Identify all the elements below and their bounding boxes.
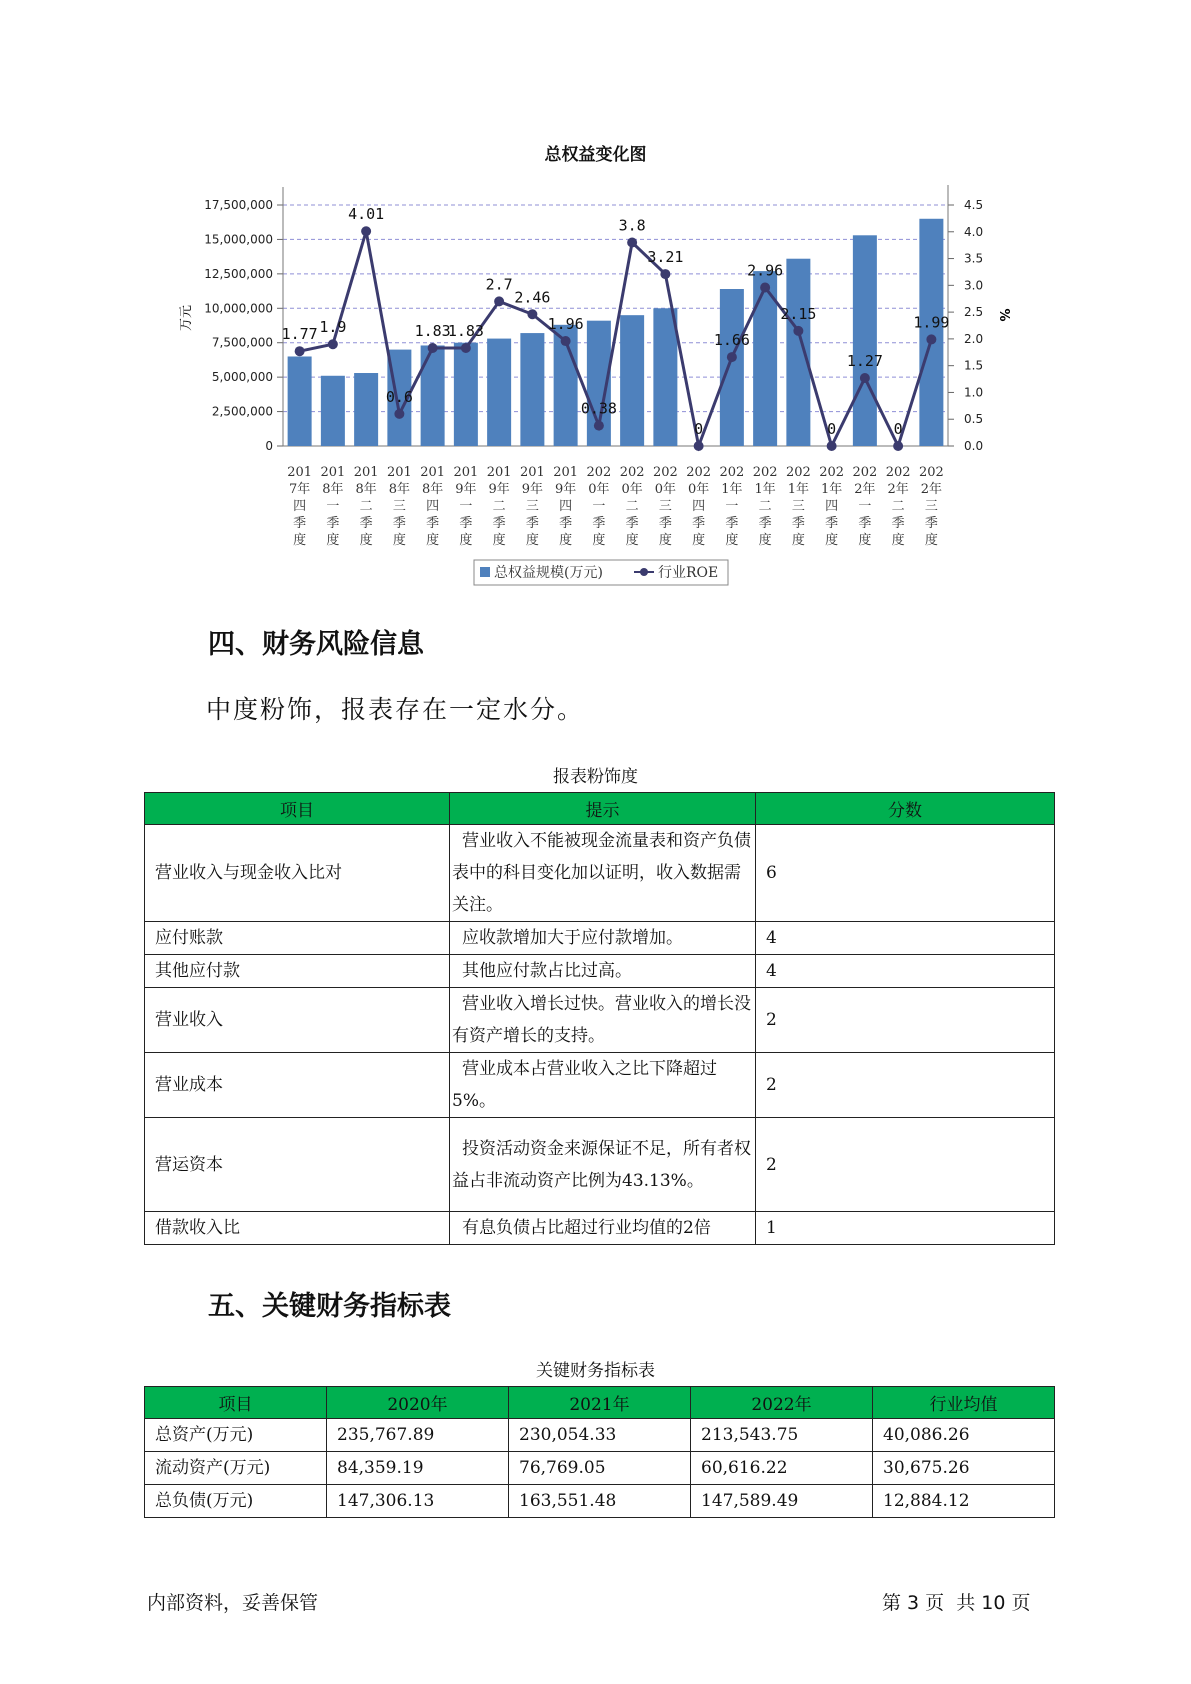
x-tick-label: 202 [719,465,745,480]
x-tick-label: 季 [559,516,573,531]
footer-confidential: 内部资料，妥善保管 [147,1592,319,1614]
x-tick-label: 三 [392,499,406,514]
x-tick-label: 201 [320,465,346,480]
x-tick-label: 季 [891,516,905,531]
bar [520,333,544,446]
header-2022: 2022年 [691,1387,873,1419]
x-tick-label: 一 [592,499,606,514]
header-2021: 2021年 [509,1387,691,1419]
x-tick-label: 四 [825,499,839,514]
x-tick-label: 三 [924,499,938,514]
roe-data-label: 0.6 [385,387,413,406]
x-tick-label: 度 [858,533,872,548]
left-tick-label: 10,000,000 [204,301,273,316]
x-tick-label: 0年 [687,482,710,497]
table-row [145,988,1055,1053]
x-tick-label: 201 [386,465,412,480]
table-row [145,922,1055,955]
roe-point [860,373,870,383]
risk-score-cell: 2 [756,1053,1055,1118]
left-tick-label: 7,500,000 [211,335,273,350]
bar [454,343,478,446]
x-tick-label: 9年 [521,482,544,497]
x-tick-label: 2年 [887,482,909,497]
x-tick-label: 0年 [588,482,610,497]
x-tick-label: 季 [592,516,606,531]
x-tick-label: 季 [758,516,772,531]
roe-data-label: 1.83 [414,321,451,340]
risk-item-cell: 应付账款 [145,922,450,955]
roe-point [827,441,837,451]
x-tick-label: 202 [819,465,845,480]
x-tick-label: 8年 [421,482,444,497]
roe-point [926,334,936,344]
left-tick-label: 17,500,000 [204,198,273,212]
roe-data-label: 0.38 [580,399,617,418]
x-tick-label: 度 [426,533,440,548]
left-tick-label: 12,500,000 [204,266,273,281]
metric-name-cell: 流动资产(万元) [145,1452,327,1485]
risk-item-cell: 营业收入与现金收入比对 [145,825,450,922]
x-tick-label: 季 [924,516,938,531]
x-tick-label: 季 [658,516,672,531]
risk-hint-cell: 投资活动资金来源保证不足，所有者权益占非流动资产比例为43.13%。 [450,1118,756,1212]
x-tick-label: 9年 [554,482,577,497]
legend-line-label: 行业ROE [658,565,719,581]
x-tick-label: 度 [692,533,706,548]
metric-value-cell: 40,086.26 [873,1419,1055,1452]
x-tick-label: 度 [326,533,340,548]
header-industry-avg: 行业均值 [873,1387,1055,1419]
roe-data-label: 2.7 [485,275,513,294]
x-tick-label: 202 [686,465,712,480]
bar [421,345,445,446]
roe-point [527,309,537,319]
table-row [145,1419,1055,1452]
bar [653,308,677,446]
roe-point [627,237,637,247]
x-tick-label: 四 [426,499,440,514]
x-tick-label: 202 [652,465,678,480]
risk-hint-cell: 其他应付款占比过高。 [450,955,756,988]
x-tick-label: 202 [918,465,944,480]
metric-value-cell: 147,589.49 [691,1485,873,1518]
x-tick-label: 季 [725,516,739,531]
x-tick-label: 二 [625,499,639,514]
x-tick-label: 四 [559,499,573,514]
right-tick-label: 1.0 [964,385,984,400]
risk-score-cell: 6 [756,825,1055,922]
roe-data-label: 1.77 [281,325,318,344]
legend-line-marker [640,568,648,576]
bar [853,235,877,446]
bar [487,339,511,446]
roe-data-label: 1.99 [913,313,950,332]
x-tick-label: 季 [525,516,539,531]
roe-point [394,409,404,419]
x-tick-label: 一 [725,499,739,514]
x-tick-label: 201 [453,465,479,480]
roe-point [561,336,571,346]
x-tick-label: 1年 [721,482,743,497]
x-tick-label: 201 [553,465,579,480]
table-row [145,825,1055,922]
x-tick-label: 201 [486,465,512,480]
metric-name-cell: 总负债(万元) [145,1485,327,1518]
x-tick-label: 度 [658,533,672,548]
x-tick-label: 季 [459,516,473,531]
x-tick-label: 9年 [455,482,477,497]
risk-table-header [145,793,1055,825]
bar [288,356,312,446]
x-tick-label: 季 [492,516,506,531]
left-tick-label: 0 [265,439,273,453]
x-tick-label: 二 [891,499,905,514]
risk-hint-cell: 有息负债占比超过行业均值的2倍 [450,1212,756,1245]
right-tick-label: 3.5 [964,251,984,266]
bar [786,259,810,446]
legend-bar-label: 总权益规模(万元) [494,565,603,581]
metric-table-header [145,1387,1055,1419]
risk-score-cell: 1 [756,1212,1055,1245]
bar [620,315,644,446]
header-2020: 2020年 [327,1387,509,1419]
x-tick-label: 度 [625,533,639,548]
equity-chart [0,0,1191,600]
right-tick-label: 2.0 [964,331,984,346]
x-tick-label: 二 [492,499,506,514]
x-tick-label: 季 [825,516,839,531]
x-tick-label: 季 [791,516,805,531]
x-tick-label: 一 [858,499,872,514]
x-tick-label: 201 [519,465,545,480]
left-tick-label: 15,000,000 [204,232,273,247]
right-tick-label: 3.0 [964,278,984,293]
x-tick-label: 三 [658,499,672,514]
table-row [145,955,1055,988]
roe-data-label: 4.01 [348,205,385,224]
x-tick-label: 8年 [388,482,411,497]
risk-item-cell: 营运资本 [145,1118,450,1212]
risk-score-cell: 2 [756,1118,1055,1212]
risk-item-cell: 其他应付款 [145,955,450,988]
risk-summary-text: 中度粉饰，报表存在一定水分。 [206,695,585,724]
x-tick-label: 一 [326,499,340,514]
x-tick-label: 202 [586,465,612,480]
metric-value-cell: 76,769.05 [509,1452,691,1485]
metric-value-cell: 235,767.89 [327,1419,509,1452]
roe-data-label: 0 [827,420,837,438]
metric-table-caption: 关键财务指标表 [536,1361,655,1381]
bar [354,373,378,446]
metric-name-cell: 总资产(万元) [145,1419,327,1452]
roe-data-label: 1.83 [447,321,484,340]
risk-hint-cell: 营业成本占营业收入之比下降超过5%。 [450,1053,756,1118]
x-tick-label: 季 [692,516,706,531]
x-tick-label: 度 [492,533,506,548]
x-tick-label: 1年 [820,482,843,497]
x-tick-label: 8年 [355,482,377,497]
x-tick-label: 202 [885,465,911,480]
x-tick-label: 度 [293,533,307,548]
x-tick-label: 季 [326,516,340,531]
risk-item-cell: 营业收入 [145,988,450,1053]
x-tick-label: 度 [758,533,772,548]
header-item: 项目 [145,793,450,825]
x-tick-label: 季 [426,516,440,531]
roe-data-label: 1.9 [319,318,347,337]
chart-title: 总权益变化图 [544,145,647,165]
roe-point [893,441,903,451]
x-tick-label: 8年 [322,482,344,497]
footer-page-number: 第 3 页 共 10 页 [882,1592,1031,1614]
metric-value-cell: 84,359.19 [327,1452,509,1485]
roe-point [328,339,338,349]
table-row [145,1485,1055,1518]
metric-value-cell: 12,884.12 [873,1485,1055,1518]
roe-data-label: 0 [893,420,903,438]
risk-hint-cell: 营业收入不能被现金流量表和资产负债表中的科目变化加以证明，收入数据需关注。 [450,825,756,922]
left-tick-label: 2,500,000 [211,404,273,419]
x-tick-label: 度 [559,533,573,548]
left-tick-label: 5,000,000 [211,370,273,385]
header-item: 项目 [145,1387,327,1419]
x-tick-label: 202 [752,465,778,480]
x-tick-label: 201 [353,465,379,480]
roe-point [793,326,803,336]
right-tick-label: 4.5 [964,198,984,212]
table-row [145,1212,1055,1245]
x-tick-label: 1年 [787,482,810,497]
x-tick-label: 度 [459,533,473,548]
x-tick-label: 季 [858,516,872,531]
roe-data-label: 1.27 [846,351,883,370]
roe-point [660,269,670,279]
x-tick-label: 度 [924,533,938,548]
header-score: 分数 [756,793,1055,825]
roe-data-label: 0 [694,420,704,438]
x-tick-label: 2年 [854,482,876,497]
section4-heading: 四、财务风险信息 [208,629,424,660]
x-tick-label: 三 [525,499,539,514]
table-row [145,1118,1055,1212]
x-tick-label: 季 [392,516,406,531]
roe-point [361,226,371,236]
right-tick-label: 0.5 [964,412,984,427]
roe-point [295,346,305,356]
x-tick-label: 四 [692,499,706,514]
x-tick-label: 二 [359,499,373,514]
bar [720,289,744,446]
metric-value-cell: 60,616.22 [691,1452,873,1485]
risk-item-cell: 营业成本 [145,1053,450,1118]
right-tick-label: 4.0 [964,224,984,239]
roe-data-label: 1.96 [547,315,584,334]
metric-value-cell: 147,306.13 [327,1485,509,1518]
x-tick-label: 202 [619,465,645,480]
risk-hint-cell: 营业收入增长过快。营业收入的增长没有资产增长的支持。 [450,988,756,1053]
x-tick-label: 四 [293,499,307,514]
x-tick-label: 一 [459,499,473,514]
roe-data-label: 2.15 [780,304,817,323]
risk-score-cell: 4 [756,955,1055,988]
roe-data-label: 2.96 [747,261,784,280]
risk-table [144,792,1055,1245]
section5-heading: 五、关键财务指标表 [208,1291,451,1322]
right-tick-label: 0.0 [964,439,984,453]
x-tick-label: 0年 [621,482,643,497]
x-tick-label: 三 [791,499,805,514]
x-tick-label: 度 [891,533,905,548]
bar [321,376,345,446]
table-row [145,1053,1055,1118]
x-tick-label: 度 [725,533,739,548]
left-axis-label: 万元 [179,304,194,332]
x-tick-label: 度 [791,533,805,548]
x-tick-label: 度 [525,533,539,548]
roe-point [428,343,438,353]
x-tick-label: 201 [287,465,313,480]
x-tick-label: 2年 [920,482,943,497]
roe-point [760,282,770,292]
roe-point [494,296,504,306]
roe-point [727,352,737,362]
x-tick-label: 202 [785,465,811,480]
x-tick-label: 202 [852,465,878,480]
right-axis-label: % [996,308,1011,322]
x-tick-label: 度 [359,533,373,548]
roe-data-label: 3.8 [618,216,646,235]
risk-score-cell: 4 [756,922,1055,955]
x-tick-label: 7年 [288,482,311,497]
risk-hint-cell: 应收款增加大于应付款增加。 [450,922,756,955]
x-tick-label: 度 [592,533,606,548]
roe-point [461,343,471,353]
metric-value-cell: 30,675.26 [873,1452,1055,1485]
roe-data-label: 3.21 [647,248,684,267]
risk-item-cell: 借款收入比 [145,1212,450,1245]
x-tick-label: 季 [359,516,373,531]
roe-point [694,441,704,451]
metric-value-cell: 213,543.75 [691,1419,873,1452]
right-tick-label: 2.5 [964,305,984,320]
x-tick-label: 0年 [654,482,677,497]
x-tick-label: 度 [392,533,406,548]
risk-score-cell: 2 [756,988,1055,1053]
metric-value-cell: 230,054.33 [509,1419,691,1452]
roe-point [594,421,604,431]
x-tick-label: 9年 [488,482,510,497]
x-tick-label: 度 [825,533,839,548]
metric-value-cell: 163,551.48 [509,1485,691,1518]
metric-table [144,1386,1055,1518]
bar [919,219,943,446]
table-row [145,1452,1055,1485]
risk-table-caption: 报表粉饰度 [553,767,638,787]
legend-bar-swatch [480,567,490,577]
right-tick-label: 1.5 [964,358,984,373]
roe-data-label: 2.46 [514,288,551,307]
x-tick-label: 201 [420,465,446,480]
x-tick-label: 季 [293,516,307,531]
x-tick-label: 季 [625,516,639,531]
x-tick-label: 二 [758,499,772,514]
roe-data-label: 1.66 [713,331,750,350]
header-hint: 提示 [450,793,756,825]
x-tick-label: 1年 [754,482,776,497]
